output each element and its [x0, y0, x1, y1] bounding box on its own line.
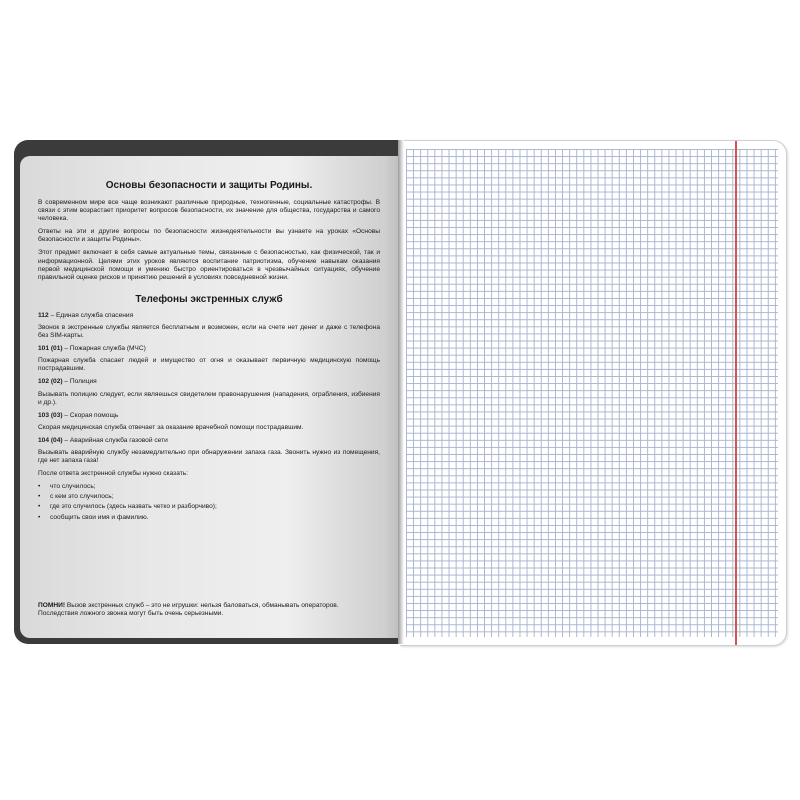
service-name: – Аварийная служба газовой сети — [64, 436, 168, 444]
service-heading — [38, 437, 380, 445]
service-number: 101 (01) — [38, 345, 63, 353]
service-text: Вызывать аварийную службу незамедлительно при обнаружении запаха газа. Звонить нужно из помещения, где нет запаха газа! — [38, 448, 380, 465]
service-name: – Пожарная служба (МЧС) — [64, 345, 146, 353]
service-heading — [38, 412, 380, 420]
service-text: Пожарная служба спасает людей и имущество от огня и оказывает первичную медицинскую помощь пострадавшим. — [38, 357, 380, 373]
bullet-list — [38, 483, 380, 521]
service-text: Вызывать полицию следует, если являешься свидетелем правонарушения (нападения, ограбления, избиения и др.). — [38, 390, 380, 406]
page-title: Основы безопасности и защиты Родины. — [105, 180, 313, 191]
service-number: 102 (02) — [38, 378, 63, 386]
service-number: 103 (03) — [38, 411, 63, 419]
service-number: 112 — [38, 311, 49, 319]
intro-paragraph: В современном мире все чаще возникают различные природные, техногенные, социальные катастрофы. В связи с этим возрастает приоритет вопросов безопасности, их значение для общества, государства и самого человека. — [38, 199, 380, 223]
warning-text: Вызов экстренных служб – это не игрушки: нельзя баловаться, обманывать операторов. Последствия ложного звонка могут быть очень серьезными. — [38, 602, 339, 618]
list-item: • что случилось; — [38, 483, 380, 491]
spine-fold — [398, 140, 404, 644]
service-heading — [38, 345, 380, 353]
service-text: Скорая медицинская служба отвечает за оказание врачебной помощи пострадавшим. — [38, 423, 304, 431]
service-name: – Скорая помощь — [64, 411, 119, 419]
service-text: Звонок в экстренные службы является бесплатным и возможен, если на счете нет денег и даже с телефона без SIM-карты. — [38, 323, 380, 340]
list-item: • с кем это случилось; — [38, 493, 380, 501]
service-name: – Единая служба спасения — [50, 311, 134, 319]
warning-label: ПОМНИ! — [38, 602, 66, 609]
service-name: – Полиция — [64, 378, 97, 386]
margin-line — [735, 141, 737, 645]
list-item: • где это случилось (здесь назвать четко и разборчиво); — [38, 503, 380, 511]
right-page-grid-paper — [400, 140, 787, 646]
after-call-text: После ответа экстренной службы нужно сказать: — [38, 470, 189, 478]
service-heading — [38, 312, 380, 320]
square-grid — [406, 149, 778, 637]
section-title: Телефоны экстренных служб — [135, 293, 283, 305]
left-page-text — [38, 178, 380, 525]
left-page — [20, 156, 400, 638]
warning-note — [38, 602, 380, 618]
intro-paragraph: Этот предмет включает в себя самые актуальные темы, связанные с безопасностью, как физической, так и информационной. Целями этих уроков являются воспитание патриотизма, обучение навыкам оказания первой медицинской помощи и умению быстро ориентироваться в чрезвычайных ситуациях, обучение правильной оценке рисков и принятию решений в условиях повседневной жизни. — [38, 249, 380, 281]
intro-paragraph: Ответы на эти и другие вопросы по безопасности жизнедеятельности вы узнаете на уроках «Основы безопасности и защиты Родины». — [38, 228, 380, 244]
service-number: 104 (04) — [38, 436, 63, 444]
service-heading — [38, 378, 380, 386]
list-item: • сообщить свои имя и фамилию. — [38, 514, 380, 522]
